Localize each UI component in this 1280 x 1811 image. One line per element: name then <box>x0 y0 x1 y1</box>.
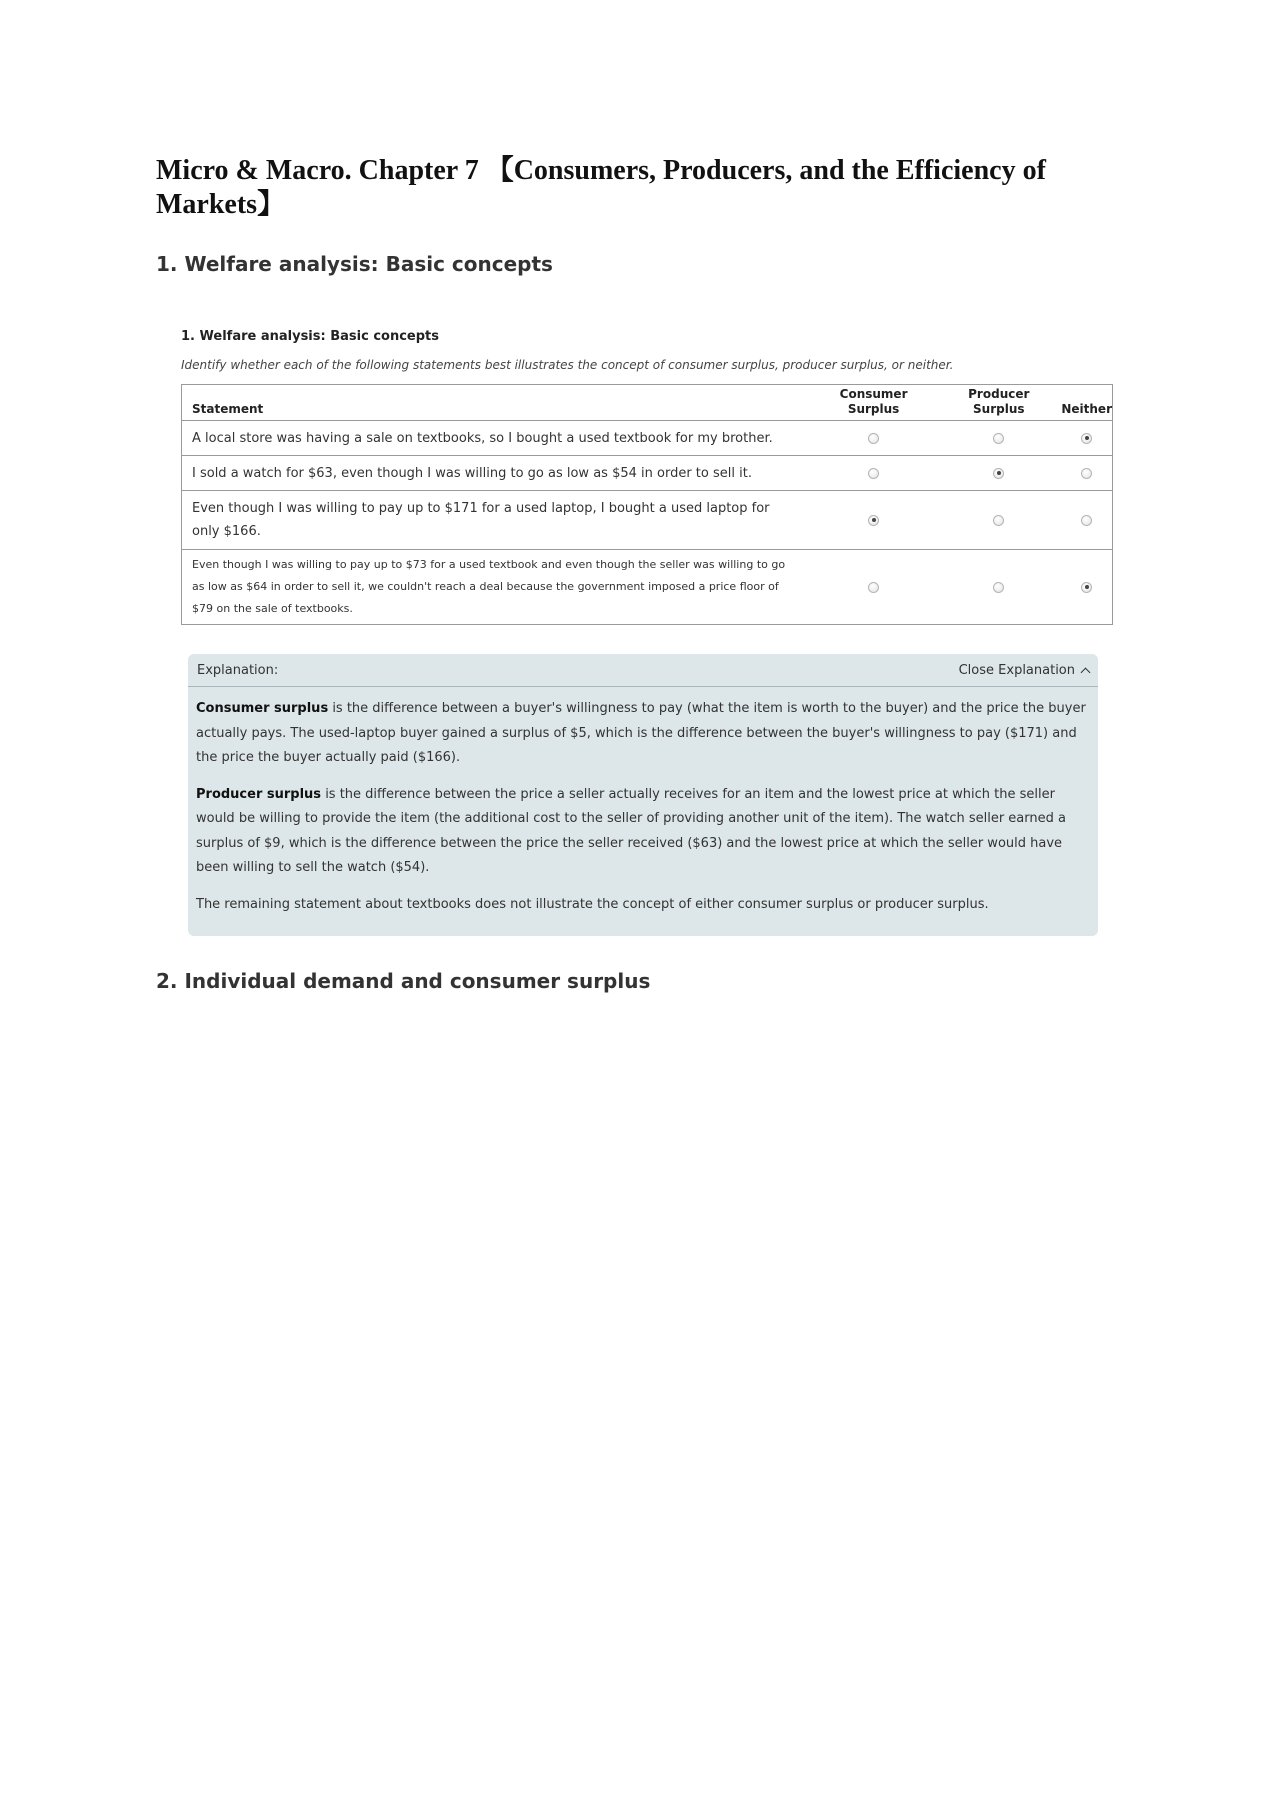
radio-consumer-surplus[interactable] <box>868 433 879 444</box>
section-heading-welfare-analysis: 1. Welfare analysis: Basic concepts <box>156 252 553 276</box>
table-row <box>182 550 1113 625</box>
radio-producer-surplus[interactable] <box>993 582 1004 593</box>
term-consumer-surplus: Consumer surplus <box>196 701 329 716</box>
statement-cell: Even though I was willing to pay up to $73 for a used textbook and even though the seller was willing to go as low as $64 in order to sell it, we couldn't reach a deal because the government imposed a price floor of $79 on the sale of textbooks. <box>182 550 811 625</box>
explanation-paragraph-remaining: The remaining statement about textbooks does not illustrate the concept of either consumer surplus or producer surplus. <box>196 896 989 912</box>
radio-neither[interactable] <box>1081 468 1092 479</box>
column-header-consumer-surplus <box>811 385 936 421</box>
term-producer-surplus: Producer surplus <box>196 786 322 802</box>
explanation-panel <box>188 654 1098 936</box>
explanation-paragraph-consumer-surplus <box>196 697 1090 771</box>
explanation-label: Explanation: <box>197 662 279 678</box>
radio-producer-surplus[interactable] <box>993 468 1004 479</box>
statement-cell: I sold a watch for $63, even though I was willing to go as low as $54 in order to sell it. <box>182 456 811 491</box>
explanation-text-consumer-surplus: is the difference between a buyer's willingness to pay (what the item is worth to the buyer) and the price the buyer actually pays. The used-laptop buyer gained a surplus of $5, which is the difference between the buyer's willingness to pay ($171) and the price the buyer actually paid ($166). <box>196 701 1086 765</box>
column-header-consumer-line2: Surplus <box>847 402 900 416</box>
column-header-producer-line1: Producer <box>968 387 1030 401</box>
page-title: Micro & Macro. Chapter 7 【Consumers, Producers, and the Efficiency of Markets】 <box>156 155 1046 220</box>
radio-neither[interactable] <box>1081 515 1092 526</box>
radio-consumer-surplus[interactable] <box>868 468 879 479</box>
question-title: 1. Welfare analysis: Basic concepts <box>181 329 440 344</box>
question-instructions: Identify whether each of the following statements best illustrates the concept of consumer surplus, producer surplus, or neither. <box>181 358 954 372</box>
statement-cell: Even though I was willing to pay up to $171 for a used laptop, I bought a used laptop for only $166. <box>182 491 811 550</box>
radio-producer-surplus[interactable] <box>993 433 1004 444</box>
table-header-row <box>182 385 1113 421</box>
explanation-paragraph-producer-surplus <box>196 783 1090 881</box>
statements-table <box>181 384 1113 625</box>
close-explanation-label: Close Explanation <box>958 662 1075 678</box>
radio-neither[interactable] <box>1081 433 1092 444</box>
section-heading-individual-demand: 2. Individual demand and consumer surplus <box>156 969 651 993</box>
close-explanation-button[interactable] <box>959 663 1089 678</box>
table-row <box>182 421 1113 456</box>
radio-consumer-surplus[interactable] <box>868 515 879 526</box>
column-header-producer-surplus <box>936 385 1061 421</box>
column-header-neither: Neither <box>1061 385 1112 421</box>
explanation-body <box>188 687 1098 917</box>
column-header-statement: Statement <box>182 385 811 421</box>
chevron-up-icon <box>1081 667 1091 677</box>
explanation-header <box>188 654 1098 687</box>
column-header-consumer-line1: Consumer <box>839 387 908 401</box>
statement-cell: A local store was having a sale on textbooks, so I bought a used textbook for my brother. <box>182 421 811 456</box>
question-block <box>181 326 1113 625</box>
table-row <box>182 491 1113 550</box>
explanation-text-producer-surplus: is the difference between the price a seller actually receives for an item and the lowest price at which the seller would be willing to provide the item (the additional cost to the seller of providing another unit of the item). The watch seller earned a surplus of $9, which is the difference between the price the seller received ($63) and the lowest price at which the seller would have been willing to sell the watch ($54). <box>196 786 1066 875</box>
radio-producer-surplus[interactable] <box>993 515 1004 526</box>
radio-consumer-surplus[interactable] <box>868 582 879 593</box>
radio-neither[interactable] <box>1081 582 1092 593</box>
column-header-producer-line2: Surplus <box>973 402 1025 416</box>
table-row <box>182 456 1113 491</box>
